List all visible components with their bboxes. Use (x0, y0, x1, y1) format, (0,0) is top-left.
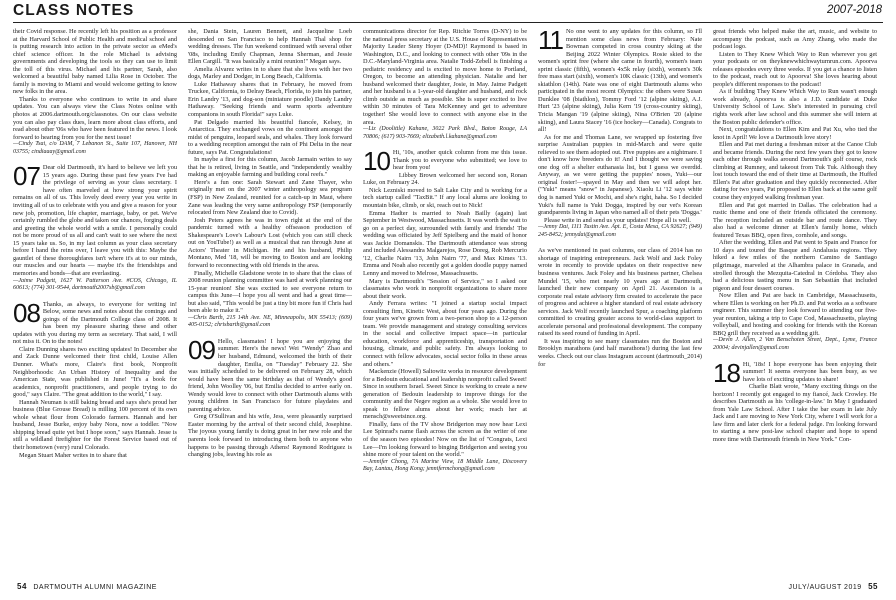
paragraph-text: Hannah Neuman is still baking bread and says she's proud her business (Blue Grouse Bread) is milling 100 percent of its own whole wheat flour from Colorado farmers. Hannah and her husband, Jesse Burke, enjoy baby Nora, now a toddler. "Now shipping bread quite yet but I hope soon," says Hannah. Jesse is still a wildland firefighter for the Forest Service based out of their hometown (very) rural Colorado. (13, 398, 177, 451)
footer-left (13, 582, 157, 591)
body-paragraph (538, 338, 702, 368)
paragraph-text: Now Ellen and Pat are back in Cambridge, Massachusetts, where Ellen is working on her Ph.D. and Pat works as a software engineer. This summer they look forward to attending our five-year reunion, taking a trip to Cape Cod, Massachusetts, playing volleyball, and hosting and cooking for friends with the Korean BBQ grill they received as a wedding gift. (713, 292, 877, 337)
body-paragraph (13, 28, 177, 96)
paragraph-text: As for me and Thomas Lane, we wrapped up fostering five surprise Australian puppies in mid-March and were quite relieved to see them adopted out. Five puppies are a nightmare. I don't know how breeders do it! And I thought we were saving one dog off a shelter euthanasia list, but I guess we overdid. Anyway, as we were getting the puppies' noses, Yuki—our original foster!—spayed in May and then we will adopt her. ("Yuki" means "snow" in Japanese). Xiaolu Li '12 says white dog is named Yuki or Mochi, and she's right, haha. So I decided Yuki's full name is Yuki Dogga, inspired by our vet's Korean grandparents living in Japan who named all of their pets 'Dogga.' (538, 133, 702, 217)
paragraph-text: As we've mentioned in past columns, our class of 2014 has no shortage of inspiring entrepreneurs. Jack Wolf and Jack Foley wrote in recently to provide updates on their respective new business ventures. Jack Foley and his business partner, Chelsea Mundel '15, who met nearly 10 years ago at Dartmouth, launched their new company on April 21. Ascension is a corporate real estate advisory firm created to accelerate the pace of progress and achieve a higher standard of real estate advisory services. Jack Wolf recently launched Spur, a coaching platform committed to creating greater access to world-class support to accelerate personal and professional development. The company raised its seed round of funding in April. (538, 247, 702, 338)
body-paragraph (188, 217, 352, 270)
class-year-paragraph (188, 334, 352, 413)
page-footer (0, 578, 896, 598)
body-paragraph (188, 413, 352, 458)
paragraph-text: Josh Peters agrees he was in town right at the end of the pandemic turned with a healthy offseason production of Shakespeare's Love's Labour's Lost (which you can still check out on YouTube!) as well as a musical that ran through June at Actors' Theater in Michigan. He and his husband, Philip Montano, Med '18, will be moving to Boston and are looking forward to reconnecting with old friends in the area. (188, 216, 352, 269)
paragraph-text: Emma Hadter is married to Noah Bailly (again) last September in Westwood, Massachusetts. It was worth the wait to go on a perfect day, surrounded with family and friends! The wedding was officiated by Jeff Spielberg and the maid of honor was Jackie Domanskis. The Dartmouth attendance was strong and included Alessandra Malgarejos, Rose Doreg, Rob Mercurio '12, Charlie Nairn '13, John Nairn '77, and Max Kimes '13. Emma and Noah also recently got a golden doodle puppy named Lenny and moved to Melrose, Massachusetts. (363, 209, 527, 277)
body-paragraph (538, 247, 702, 338)
paragraph-text: she, Dania Stein, Lauren Bennett, and Jacqueline Loeb descended on San Francisco to help Hannah Thal shop for wedding dresses. The fun weekend continued with several other '08s, including Emily Chapman, Jenna Sherman, and Jessie Ellen Cargill. "It was basically a mini reunion!" Megan says. (188, 28, 352, 66)
column-2 (188, 28, 352, 574)
body-paragraph (188, 119, 352, 157)
paragraph-text: Charlie Blatt wrote, "Many exciting things on the horizon! I recently got engaged to my fiancé, Jack Crowley. He describes Dartmouth as his 'college-in-law.' In May I graduated from Yale Law School. After I take the bar exam in late July Jack and I are moving to New York City, where I will work for a law firm and later clerk for a federal judge. I'm looking forward to starting a new post-law school chapter and hope to spend more time with Dartmouth friends in New York." Con- (713, 383, 877, 443)
section-title: CLASS NOTES (13, 2, 135, 19)
body-paragraph (13, 399, 177, 452)
body-paragraph (188, 156, 352, 179)
body-paragraph (713, 141, 877, 201)
class-year-numeral: 08 (13, 297, 40, 328)
secretary-signature (13, 141, 177, 156)
paragraph-text: Next, congratulations to Ellen Kim and Pat Xu, who tied the knot in April! We love a Dartmouth love story! (713, 126, 877, 141)
paragraph-text: their Covid response. He recently left his position as a professor at the Harvard School of Public Health and medical school and is putting research into action in the private sector as eMed's chief science officer. In the role Michael is advising governments and developing the tools so they can use to limit the toll of this virus. Michael and his partner, Sarah, also welcomed a beautiful baby named Lilia Rose in October. The family is moving to Miami and would welcome getting to know new folks in the area. (13, 28, 177, 96)
paragraph-text: After the wedding, Ellen and Pat went to Spain and France for 10 days and toured the Basque and Andalusia regions. They hiked a few miles of the northern Camino de Santiago pilgrimage, marveled at the Alhambra palace in Granada, and strolled through the Mezquita-Catedral in Córdoba. They also had a delicious tasting menu in San Sebastián that included pigeon and four dessert courses. (713, 239, 877, 292)
body-paragraph (13, 346, 177, 399)
class-year-paragraph (13, 297, 177, 346)
class-year-numeral: 10 (363, 146, 390, 177)
body-paragraph (713, 51, 877, 89)
body-paragraph (713, 88, 877, 126)
paragraph-text: No one went to any updates for this column, so I'll mention some class news from February: Nate Bowman competed in cross country skiing at the Beijing 2022 Winter Olympics. Rosie skied to the women's sprint free (where she came in fourth), women's team sprint classic (fifth), women's 4x5k relay (sixth), women's 30k free mass start (sixth), women's 10K classic (13th), and women's skiathlon (14th). Nate was one of eight Dartmouth alums who participated in the most recent Olympics: the others were Susan Dunklee '08 (biathlon), Tommy Ford '12 (alpine skiing), A.J. Hurt '23 (alpine skiing), Julia Kern '19 (cross-country skiing), Tricia Mangan '19 (alpine skiing), Nina O'Brien '20 (alpine skiing), and Laura Stacey '16 (ice hockey—Canada). Congrats to all! (538, 28, 702, 134)
body-paragraph (363, 421, 527, 459)
paragraph-text: Finally, Michelle Gladstone wrote in to share that the class of 2008 reunion planning committee was hard at work planning our 15-year reunion! She was excited to see everyone return to campus this June—I hope you all went and had a great time—but also said, "This would be just a tiny bit more fun if Chris had been able to make it." (188, 269, 352, 315)
paragraph-text: Nick Lezniski moved to Salt Lake City and is working for a tech startup called "TaxBit." If any local alums are looking to mountain bike, climb, or ski, reach out to Nick! (363, 186, 527, 210)
paragraph-text: Listen to They Knew Which Way to Run wherever you get your podcasts or on theyknewwhichwayturnrun.com. Apoorva releases episodes every three weeks. If you get a chance to listen to the podcast, reach out to Apoorva! She loves hearing about people's different responses to the podcast! (713, 50, 877, 88)
body-paragraph (713, 383, 877, 443)
secretary-signature (363, 126, 527, 141)
paragraph-text: Greg O'Sullivan and his wife, Jess, were pleasantly surprised Easter morning by the arrival of their second child, Josephine. The joyous young family is doing great in her new role and the parents look forward to introducing them both to anyone who happens to be passing through Athens! Raymond Rodriguez is changing jobs, leaving his role as (188, 413, 352, 459)
body-paragraph (188, 81, 352, 119)
body-paragraph (538, 134, 702, 217)
class-year-numeral: 09 (188, 334, 215, 365)
paragraph-text: It was inspiring to see many classmates run the Boston and Brooklyn marathons (and half marathons!) during the last few weeks. Check out our class Instagram account (dartmouth_2014) for (538, 337, 702, 368)
class-year-paragraph (538, 28, 702, 134)
footer-right (789, 582, 882, 591)
header-rule (13, 22, 883, 23)
paragraph-text: Finally, fans of the TV show Bridgerton may now hear Lexi Lee Spinrad's name flash across the screen as the writer of one of the season two episodes! Now on the list of "Congrats, Lexi Lee—I'm looking forward to binging Bridgerton and seeing you shine more of your talent on the world." (363, 420, 527, 459)
class-year-paragraph (713, 357, 877, 388)
secretary-signature (188, 315, 352, 330)
body-paragraph (363, 278, 527, 301)
paragraph-text: Megan Stuart Maher writes in to share that (19, 451, 127, 459)
body-paragraph (363, 187, 527, 210)
class-year-numeral: 18 (713, 357, 740, 388)
secretary-signature (713, 337, 877, 352)
paragraph-text: Hi, '18s! I hope everyone has been enjoying their summer! It seems everyone has been busy, as we have lots of exciting updates to share! (742, 360, 877, 383)
paragraph-text: Hi, '10s, another quick column from me this issue. Thank you to everyone who submitted; we love to hear from you! (392, 149, 527, 172)
paragraph-text: Claire Dunning shares two exciting updates! In December she and Zack Dunne welcomed their first child, Louise Allen Dunner. What's more, Claire's first book, Nonprofit Neighborhoods: An Urban History of Inequality and the American State, was published in June! "It's a book for academics, nonprofit practitioners, and people trying to do good," says Claire. "The great addition to the world," I say. (13, 345, 177, 399)
paragraph-text: As if building They Knew Which Way to Run wasn't enough work already, Apoorva is also a J.D. candidate at Duke University School of Law. She's interested in pursuing civil rights work after law school and this summer she will intern at the Boston public defender's office. (713, 88, 877, 126)
paragraph-text: communications director for Rep. Ritchie Torres (D-NY) to be the national press secretary at the U.S. House of Representatives Majority Leader Steny Hoyer (D-MD)! Raymond is based in Washington, D.C., and looking to connect with other '09s in the D.C.-Maryland-Virginia area. Natalie Todd-Zebell is finishing a pediatric residency and is excited to move home to Portland, Oregon, to become an attending physician. Natalie and her husband welcomed their daughter, Josie, in May. Jaime Padgett and her husband is a 1-year-old daughter and husband, and rock climb outside as much as possible. She is super excited to live within 30 minutes of Tara McKenney and get to adventure together! She would love to connect with anyone else in the area. (363, 28, 527, 126)
paragraph-text: Dear old Dartmouth, it's hard to believe we left you 15 years ago. During these past few years I've had the privilege of serving as your class secretary. I have often marveled at how strong your spirit remains on all of us. This lovely deed every year you write in inviting all of us to celebrate with you and give a reason for your new job, promotion, life chapter, marriage, baby, or pet. We've certainly rumbled the globe and taken our chances, forging deals and greeting the whole world with a smile. I personally could not be more proud of us all and can't wait to see where the next 15 years take us. So, in my last column as your class secretary before I hand the reins over, I leave you with this: Maybe the gauntlet of these thoroughfares isn't where it's at to our minds, our muscles and our hearts — maybe it's the friendships and memories and bonds—that are everlasting. (13, 164, 177, 277)
paragraph-text: Please write in and send us your updates! Hope all is well. (544, 216, 691, 224)
class-year-paragraph (13, 161, 177, 277)
body-paragraph (188, 270, 352, 315)
column-1 (13, 28, 177, 574)
signature-text: —Jaime Padgett, 1627 W. Patterson Ave. #COS, Chicago, IL 60613; (774) 301-9544, dartmouth2007sb@gmail.com (13, 277, 177, 292)
secretary-signature (538, 224, 702, 239)
secretary-signature (13, 278, 177, 293)
signature-text: —Devin J. Allen, 2 Van Benschoten Street, Dept., Lyme, France 20004; devinjallen@gmail.com (713, 337, 877, 351)
body-paragraph (363, 210, 527, 278)
column-5 (713, 28, 877, 574)
class-year-numeral: 07 (13, 161, 40, 192)
page-header (0, 0, 896, 26)
paragraph-text: Thanks, as always, to everyone for writing in! Below, some news and notes about the comings and goings of the Dartmouth College class of 2008. It has been my pleasure sharing these and other updates with you during my term as secretary. That said, I will not miss it. On to the notes! (13, 300, 177, 346)
column-4 (538, 28, 702, 574)
paragraph-text: Libbey Brown welcomed her second son, Ronan Luke, on February 24. (363, 171, 527, 187)
left-page-number: 54 (17, 582, 27, 591)
issue-date: JULY/AUGUST 2019 (788, 584, 862, 591)
body-paragraph (363, 368, 527, 421)
magazine-name: DARTMOUTH ALUMNI MAGAZINE (33, 584, 157, 591)
paragraph-text: Pat Delgado married his beautiful fiancée, Kelsey, in Antarctica. They exchanged vows on the continent amongst the midst of penguins, leopard seals, and whales. They look forward to a wedding reception amongst the rain of Phi Delta in the near future, says Pat. Congratulations! (188, 118, 352, 156)
signature-text: —Jennifer Chong, 7A Marine View, 18 Middle Lane, Discovery Bay, Lantau, Hong Kong; jennifermchong@gmail.com (363, 458, 527, 473)
paragraph-text: Thanks to everyone who continues to write in and share updates. You can always view the Class Notes online with photos at 2006.dartmouth.org/classnotes. On our class website you can also pay class dues, learn more about class efforts, and read about other '06s who have been featured in the news. I look forward to hearing from you for the next issue! (13, 95, 177, 141)
signature-text: —Liz (Doolittle) Kahane, 3022 Park Blvd., Baton Rouge, LA 70806; (617) 903-7669; elizabeth.l.kahane@gmail.com (363, 126, 527, 140)
paragraph-text: Andy Ferrara writes: "I joined a startup social impact consulting firm, Kinetic West, about four years ago. During the four years we've grown from a two-person shop to a 12-person team. We provide management and strategy consulting services in the social and collective impact space—in particular education, workforce and apprenticeship, transportation and housing, climate, and public safety. I'm always looking to connect with fellow advocates, social sector folks in these areas and others." (363, 300, 527, 368)
signature-text: —Jenny Dai, 1111 Tustin Ave. Apt. E, Costa Mesa, CA 92627; (949) 245-8452; jennydai@gmail.com (538, 224, 702, 238)
body-paragraph (188, 66, 352, 81)
signature-text: —Cindy Tsai, c/o DAM, 7 Lebanon St., Suite 107, Hanover, NH 03755; cindiaaay@gmail.com (13, 141, 177, 155)
paragraph-text: Mackenzie (Howell) Saltowitz works in resource development for a Bedouin educational and leadership nonprofit called Sweet! Since in southern Israel. Sweet Since is working to create a new generation of Bedouin leadership to improve things for the community and the Negev region as a whole. She would love to speak to fellow alums about her work; reach her at mensch@sweetsince.org. (363, 368, 527, 421)
paragraph-text: Amelia Alvarez writes in to share that she lives with her two dogs, Marley and Dodger, in Long Beach, California. (188, 65, 352, 81)
right-page-number: 55 (868, 582, 878, 591)
signature-text: —Chris Barth, 215 14th Ave. NE, Minneapolis, MN 55413; (609) 405-0152; chrisbarth@gmail.com (188, 314, 352, 329)
column-3 (363, 28, 527, 574)
body-paragraph (13, 452, 177, 460)
body-paragraph (713, 28, 877, 51)
paragraph-text: Mary is Dartmouth's "Session of Service," so I asked our classmates who work in nonprofit organizations to share more about their work. (363, 277, 527, 300)
body-paragraph (363, 300, 527, 368)
paragraph-text: great friends who helped make the art, music, and website to accompany the podcast, such as Amy Zhang, who made the podcast logo. (713, 28, 877, 51)
body-paragraph (13, 96, 177, 141)
body-paragraph (188, 28, 352, 66)
paragraph-text: In maybe a first for this column, Jacob Jarmain writes to say that he is retired, living in Seattle, and "independently wealthy making an enjoyable farming and building coral reefs." (188, 156, 352, 179)
body-paragraph (713, 239, 877, 292)
class-years-range: 2007-2018 (827, 4, 882, 16)
body-paragraph (713, 292, 877, 337)
class-year-numeral: 11 (538, 28, 563, 55)
paragraph-text: Ellen and Pat met during a freshman mixer at the Canoe Club and became friends. During the next few years they got to know each other through walks around Dartmouth's golf course, rock climbing at Rumney, and takeout from Tuk Tuk. Although they lost touch toward the end of their time at Dartmouth, the Huffed Ellen's Pat after graduation and they quickly reconnected. After dating for two years, Pat proposed to Ellen back at the same golf course they enjoyed walking freshman year. (713, 141, 877, 202)
paragraph-text: Luke Hathaway shares that in February, he moved from Truckee, California, to Delray Beach, Florida, to join his partner, Erin Landry '13, and dog-son (miniature poodle) Dandy Landry Hathaway. "Seeking friends and warm sports adventure companions in south Florida!" says Luke. (188, 80, 352, 119)
body-paragraph (713, 126, 877, 141)
paragraph-text: Here's a fun one: Sarah Stewart and Zane Thayer, who originally met on the 2007 winter anthropology sea program (FSP) in New Zealand, reunited for a catch-up in Maui, where Zane was leading the very same anthropology FSP (temporarily relocated from New Zealand due to Covid). (188, 178, 352, 217)
body-paragraph (713, 202, 877, 240)
paragraph-text: Hello, classmates! I hope you are enjoying the summer. Here's the news! Wei "Wendy" Zhao and her husband, Edmund, welcomed the birth of their daughter, Emilia, on "Tuesday" February 22. She was initially scheduled to be delivered on February 28, which would have been the same birthday as that of Wendy's good friend, John Woolley '06, but Emilia decided to arrive early on. Wendy would love to connect with other Dartmouth alums with young children in San Francisco for future playdates and parenting advice. (188, 337, 352, 413)
paragraph-text: Ellen and Pat got married in Dallas. The celebration had a rustic theme and one of their friends officiated the ceremony. The reception included an outside bar and route dance. They also had a welcome dinner at Ellen's family home, which featured Texas BBQ, open fires, cornhole, and songs. (713, 201, 877, 239)
body-paragraph (363, 28, 527, 126)
secretary-signature (363, 459, 527, 474)
class-year-paragraph (363, 146, 527, 177)
body-paragraph (188, 179, 352, 217)
